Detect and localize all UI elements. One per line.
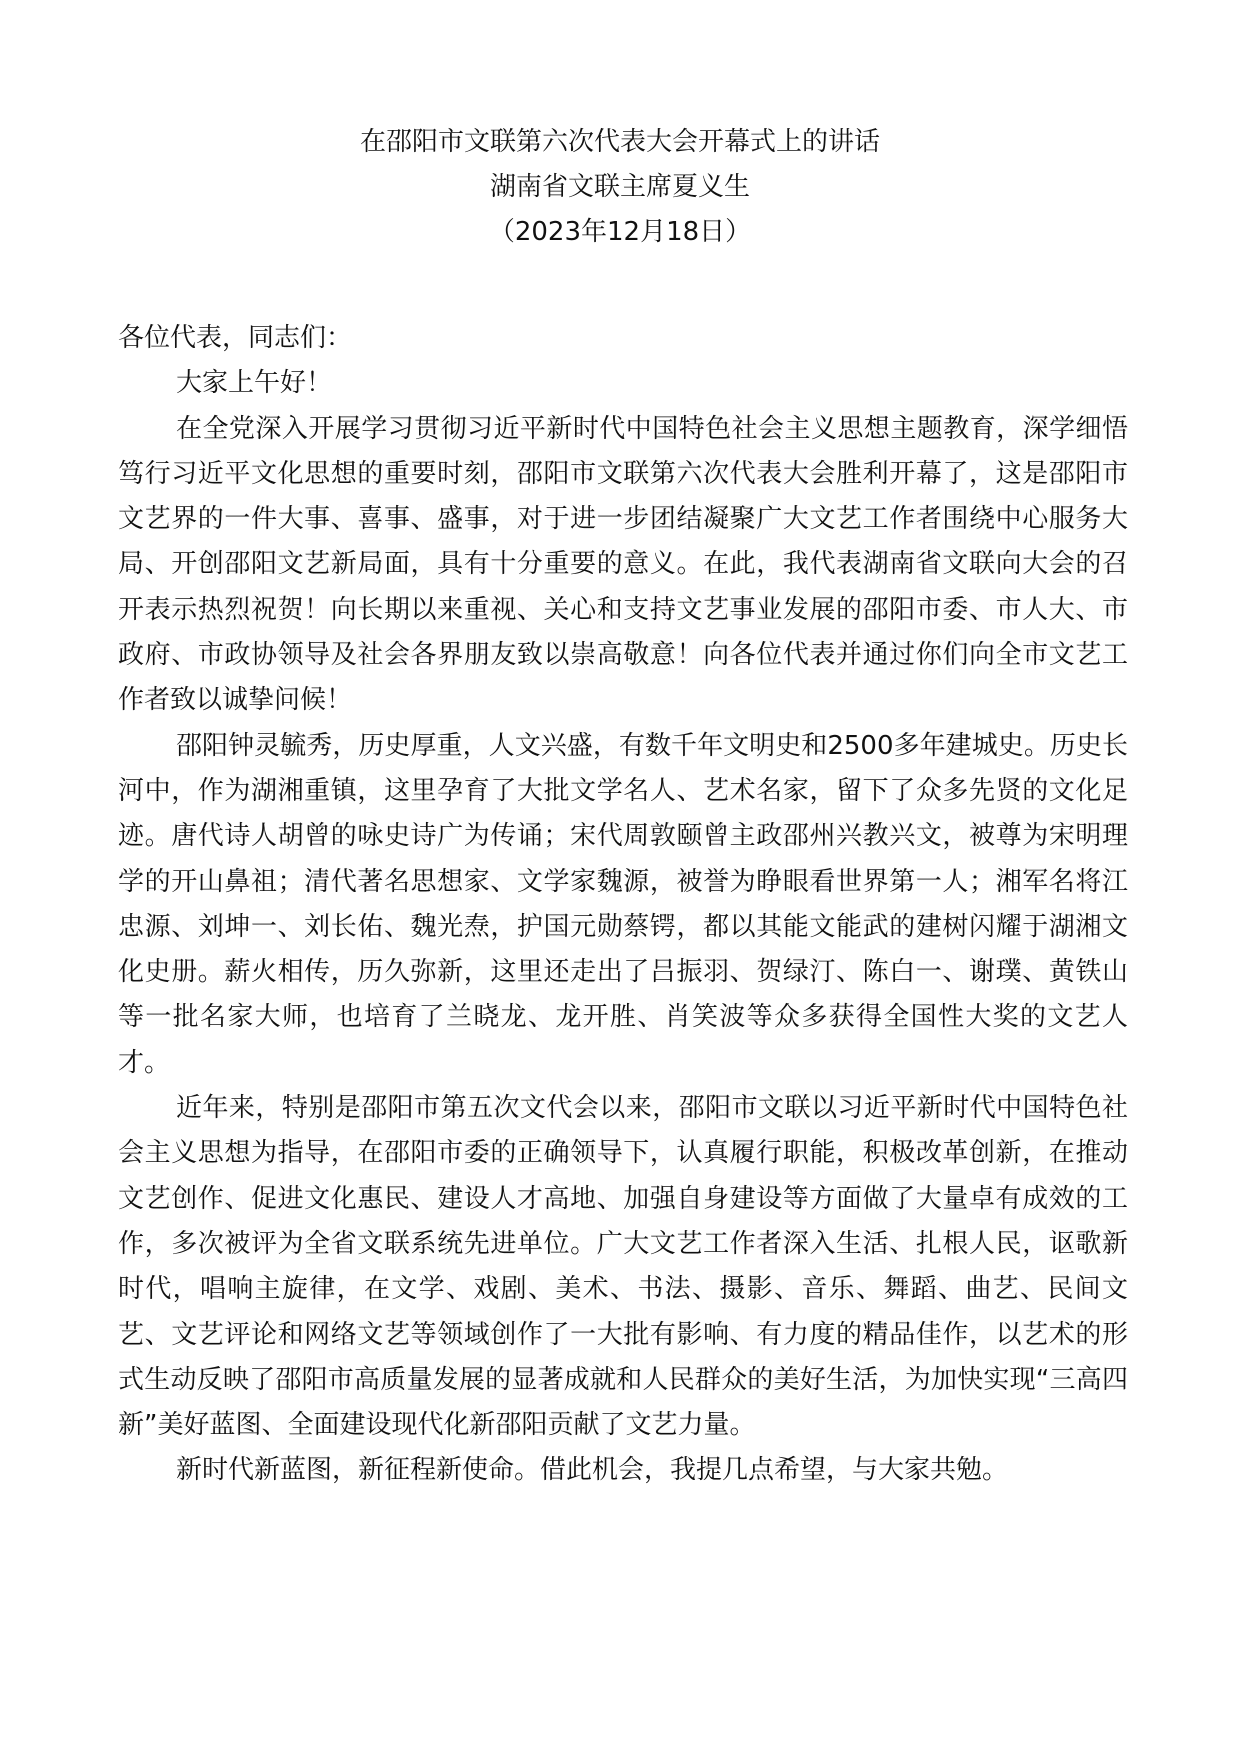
paragraph-achievements: 近年来，特别是邵阳市第五次文代会以来，邵阳市文联以习近平新时代中国特色社会主义思想为指导，在邵阳市委的正确领导下，认真履行职能，积极改革创新，在推动文艺创作、促进文化惠民、建设人才高地、加强自身建设等方面做了大量卓有成效的工作，多次被评为全省文联系统先进单位。广大文艺工作者深入生活、扎根人民，讴歌新时代，唱响主旋律，在文学、戏剧、美术、书法、摄影、音乐、舞蹈、曲艺、民间文艺、文艺评论和网络文艺等领域创作了一大批有影响、有力度的精品佳作，以艺术的形式生动反映了邵阳市高质量发展的显著成就和人民群众的美好生活，为加快实现“三高四新”美好蓝图、全面建设现代化新邵阳贡献了文艺力量。 <box>118 1093 1128 1441</box>
title-block <box>0 120 1240 255</box>
speaker-line: 湖南省文联主席夏义生 <box>489 172 750 202</box>
paragraph-history: 邵阳钟灵毓秀，历史厚重，人文兴盛，有数千年文明史和2500多年建城史。历史长河中，作为湖湘重镇，这里孕育了大批文学名人、艺术名家，留下了众多先贤的文化足迹。唐代诗人胡曾的咏史诗广为传诵；宋代周敦颐曾主政邵州兴教兴文，被尊为宋明理学的开山鼻祖；清代著名思想家、文学家魏源，被誉为睁眼看世界第一人；湘军名将江忠源、刘坤一、刘长佑、魏光焘，护国元勋蔡锷，都以其能文能武的建树闪耀于湖湘文化史册。薪火相传，历久弥新，这里还走出了吕振羽、贺绿汀、陈白一、谢璞、黄铁山等一批名家大师，也培育了兰晓龙、龙开胜、肖笑波等众多获得全国性大奖的文艺人才。 <box>118 730 1128 1078</box>
date-line: （2023年12月18日） <box>488 217 752 247</box>
paragraph-greeting: 大家上午好！ <box>176 368 333 399</box>
paragraph-hopes: 新时代新蓝图，新征程新使命。借此机会，我提几点希望，与大家共勉。 <box>176 1455 1009 1486</box>
paragraph-opening: 在全党深入开展学习贯彻习近平新时代中国特色社会主义思想主题教育，深学细悟笃行习近平文化思想的重要时刻，邵阳市文联第六次代表大会胜利开幕了，这是邵阳市文艺界的一件大事、喜事、盛事，对于进一步团结凝聚广大文艺工作者围绕中心服务大局、开创邵阳文艺新局面，具有十分重要的意义。在此，我代表湖南省文联向大会的召开表示热烈祝贺！向长期以来重视、关心和支持文艺事业发展的邵阳市委、市人大、市政府、市政协领导及社会各界朋友致以崇高敬意！向各位代表并通过你们向全市文艺工作者致以诚挚问候！ <box>118 413 1128 716</box>
speech-body <box>118 316 1128 1494</box>
salutation: 各位代表，同志们： <box>118 323 353 353</box>
speech-title: 在邵阳市文联第六次代表大会开幕式上的讲话 <box>359 127 880 157</box>
